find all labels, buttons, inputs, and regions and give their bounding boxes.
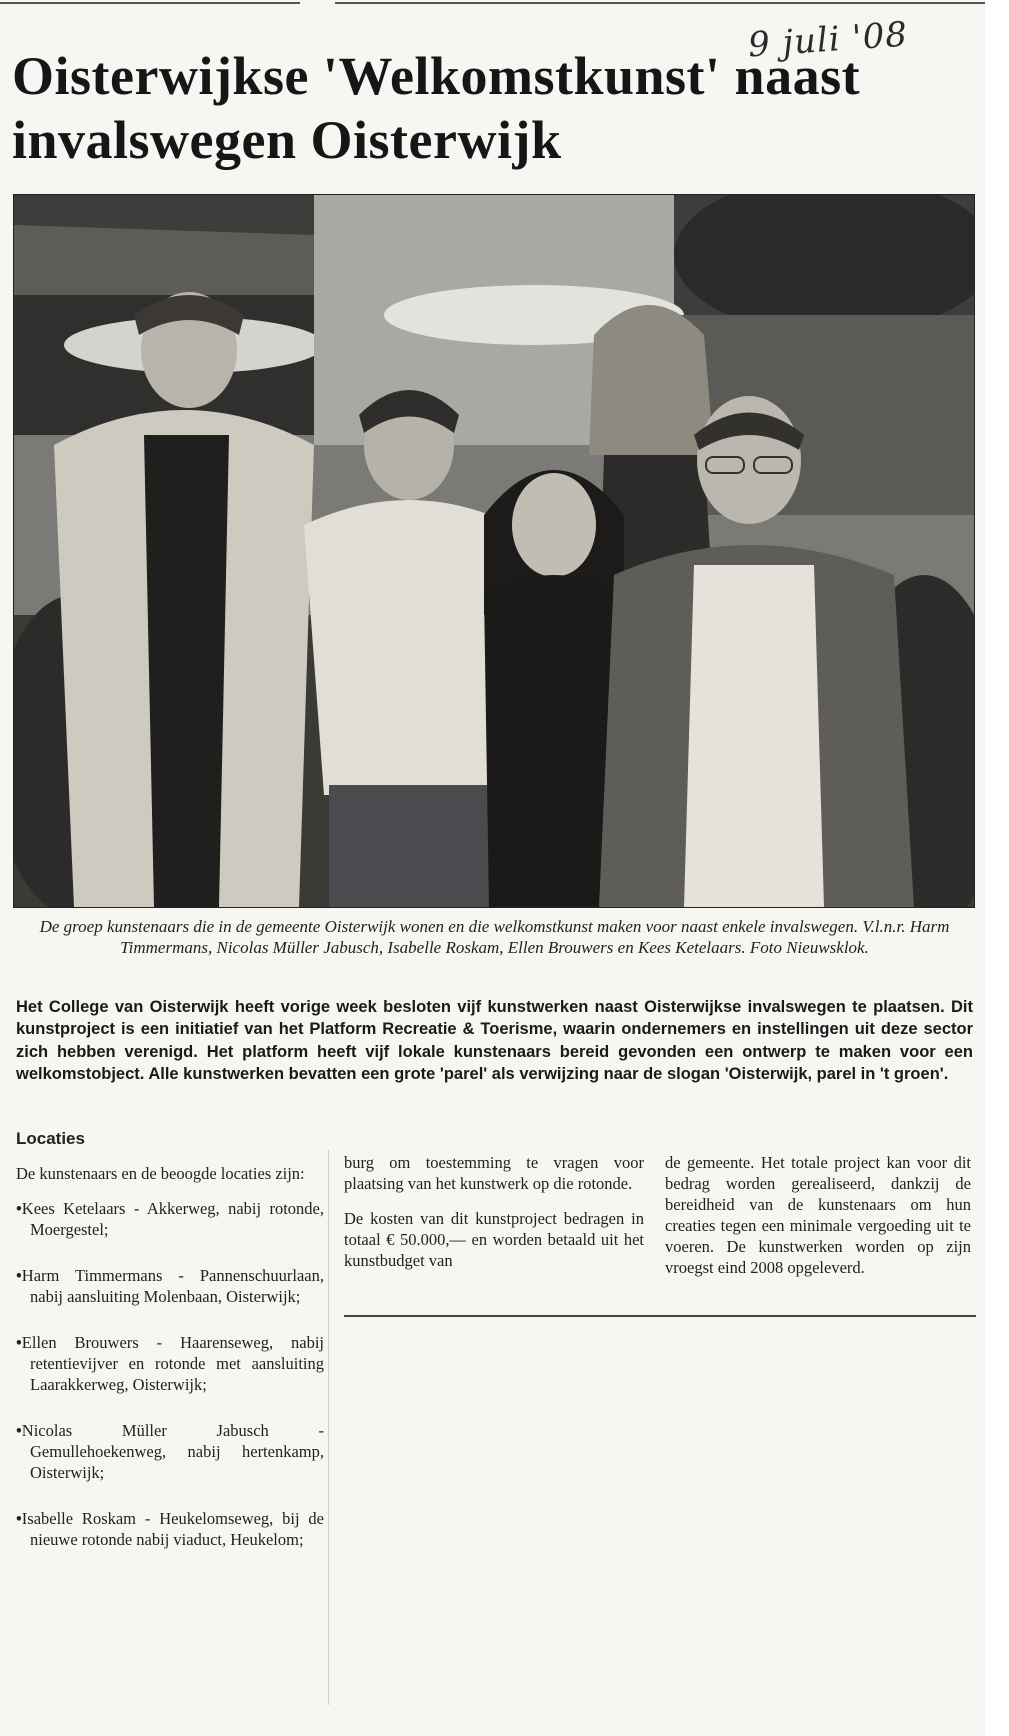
- group-photo: [13, 194, 975, 908]
- column-2-paragraph-2: De kosten van dit kunstproject bedragen in totaal € 50.000,— en worden betaald uit het kunstbudget van: [344, 1209, 644, 1270]
- handwritten-date: 9 juli '08: [746, 14, 910, 66]
- locations-intro: De kunstenaars en de beoogde locaties zijn:: [16, 1164, 305, 1183]
- top-rule-right: [335, 2, 985, 4]
- list-item: • Harm Timmermans - Pannenschuurlaan, nabij aansluiting Molenbaan, Oisterwijk;: [16, 1265, 324, 1307]
- article-end-rule: [344, 1315, 976, 1317]
- list-item: • Ellen Brouwers - Haarenseweg, nabij retentievijver en rotonde met aansluiting Laarakkerweg, Oisterwijk;: [16, 1332, 324, 1395]
- column-2-paragraph-1: burg om toestemming te vragen voor plaatsing van het kunstwerk op die rotonde.: [344, 1153, 644, 1193]
- list-item: • Kees Ketelaars - Akkerweg, nabij rotonde, Moergestel;: [16, 1198, 324, 1240]
- group-photo-illustration: [14, 195, 974, 907]
- list-item: • Isabelle Roskam - Heukelomseweg, bij de nieuwe rotonde nabij viaduct, Heukelom;: [16, 1508, 324, 1550]
- lead-paragraph: Het College van Oisterwijk heeft vorige week besloten vijf kunstwerken naast Oisterwijkse invalswegen te plaatsen. Dit kunstproject is een initiatief van het Platform Recreatie & Toerisme, waarin ondernemers en instellingen uit deze sector zich hebben verenigd. Het platform heeft vijf lokale kunstenaars bereid gevonden een ontwerp te maken voor een welkomstobject. Alle kunstwerken bevatten een grote 'parel' als verwijzing naar de slogan 'Oisterwijk, parel in 't groen'.: [16, 998, 973, 1084]
- column-1: [16, 1128, 324, 1575]
- column-3-paragraph-1: de gemeente. Het totale project kan voor dit bedrag worden gerealiseerd, dankzij de bereidheid van de kunstenaars om hun creaties tegen een minimale vergoeding uit te voeren. De kunstwerken worden op zijn vroegst eind 2008 opgeleverd.: [665, 1153, 971, 1277]
- column-divider: [328, 1150, 329, 1705]
- photo-caption: De groep kunstenaars die in de gemeente Oisterwijk wonen en die welkomstkunst maken voor naast enkele invalswegen. V.l.n.r. Harm Timmermans, Nicolas Müller Jabusch, Isabelle Roskam, Ellen Brouwers en Kees Ketelaars. Foto Nieuwsklok.: [39, 917, 950, 957]
- column-3: [665, 1152, 971, 1292]
- top-rule-left: [0, 2, 300, 4]
- column-2: [344, 1152, 644, 1285]
- list-item: • Nicolas Müller Jabusch - Gemullehoekenweg, nabij hertenkamp, Oisterwijk;: [16, 1420, 324, 1483]
- headline: Oisterwijkse 'Welkomstkunst' naast invalswegen Oisterwijk: [12, 46, 861, 170]
- section-title: Locaties: [16, 1129, 85, 1148]
- location-list: [16, 1198, 324, 1550]
